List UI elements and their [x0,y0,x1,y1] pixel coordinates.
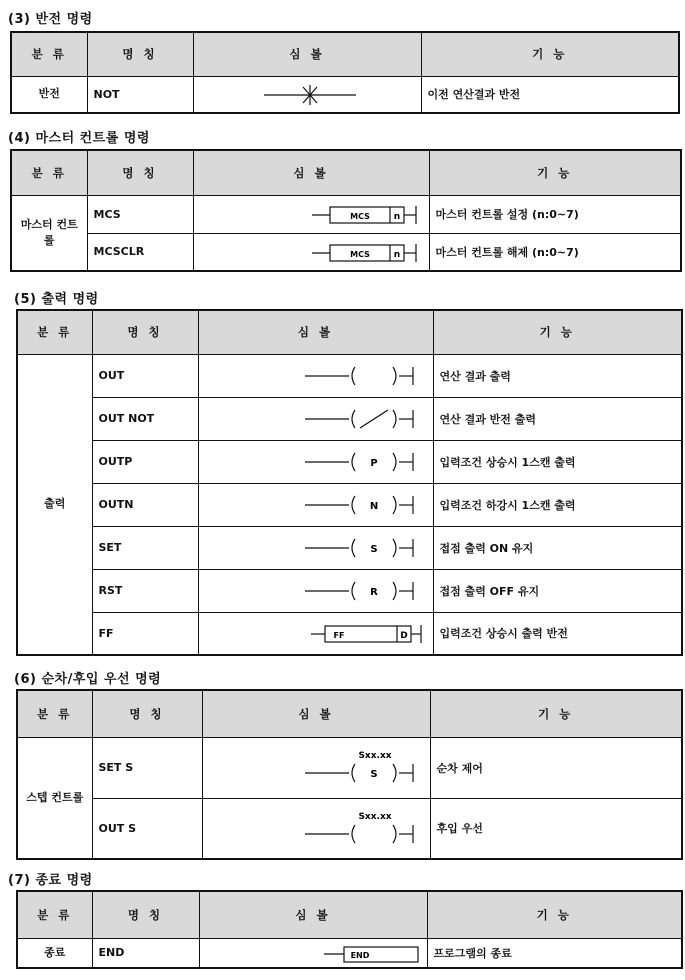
category-cell: 출력 [17,354,92,655]
box-text: MCS [349,249,370,259]
symbol-cell [193,76,421,113]
instruction-name: OUTP [92,440,198,483]
symbol-cell [198,612,433,655]
header-function: 기 능 [429,150,681,195]
header-name: 명 칭 [92,310,198,354]
flip-flop-box-symbol-icon [199,613,434,656]
header-category: 분 류 [11,150,87,195]
section-3-table [10,31,680,114]
section-4-title: (4) 마스터 컨트롤 명령 [8,131,150,146]
symbol-cell [198,354,433,397]
function-cell: 프로그램의 종료 [427,938,682,968]
header-symbol: 심 볼 [199,891,427,938]
header-name: 명 칭 [92,690,202,737]
not-symbol-icon [194,77,422,114]
coil-symbol-icon [199,355,434,398]
negated-coil-symbol-icon [199,398,434,441]
instruction-name: FF [92,612,198,655]
box-text: FF [333,630,344,640]
instruction-name: OUT S [92,798,202,859]
coil-letter: P [369,457,378,469]
instruction-name: SET S [92,737,202,798]
section-3-title: (3) 반전 명령 [8,12,93,27]
instruction-name: MCS [87,195,193,233]
coil-letter: N [369,500,378,512]
instruction-name: RST [92,569,198,612]
step-out-coil-symbol-icon [203,799,431,860]
coil-letter: S [369,543,378,555]
header-symbol: 심 볼 [193,150,429,195]
header-function: 기 능 [421,32,679,76]
end-box-symbol-icon [200,939,428,969]
symbol-cell [199,938,427,968]
instruction-name: OUT [92,354,198,397]
instruction-name: MCSCLR [87,233,193,271]
header-function: 기 능 [433,310,682,354]
symbol-cell [202,737,430,798]
step-set-coil-symbol-icon [203,738,431,799]
function-cell: 마스터 컨트롤 설정 (n:0~7) [429,195,681,233]
instruction-name: OUT NOT [92,397,198,440]
function-cell: 연산 결과 출력 [433,354,682,397]
instruction-name: END [92,938,199,968]
header-symbol: 심 볼 [193,32,421,76]
function-cell: 마스터 컨트롤 해제 (n:0~7) [429,233,681,271]
header-category: 분 류 [17,690,92,737]
symbol-cell [193,233,429,271]
symbol-cell [198,440,433,483]
instruction-name: SET [92,526,198,569]
box-param: n [393,249,400,260]
box-text: END [350,950,369,960]
box-param: D [399,630,408,641]
function-cell: 접점 출력 ON 유지 [433,526,682,569]
category-cell: 스텝 컨트롤 [17,737,92,859]
symbol-cell [202,798,430,859]
header-function: 기 능 [430,690,682,737]
header-category: 분 류 [11,32,87,76]
section-7-title: (7) 종료 명령 [8,873,93,888]
category-cell: 마스터 컨트롤 [11,195,87,271]
header-name: 명 칭 [92,891,199,938]
section-4-table [10,149,682,272]
symbol-cell [193,195,429,233]
function-cell: 접점 출력 OFF 유지 [433,569,682,612]
instruction-name: OUTN [92,483,198,526]
header-symbol: 심 볼 [198,310,433,354]
coil-letter: R [369,586,378,598]
negative-edge-coil-symbol-icon [199,484,434,527]
function-cell: 입력조건 상승시 1스캔 출력 [433,440,682,483]
section-6-title: (6) 순차/후입 우선 명령 [14,672,162,687]
mcs-box-symbol-icon [194,196,430,234]
header-name: 명 칭 [87,150,193,195]
header-category: 분 류 [17,310,92,354]
reset-coil-symbol-icon [199,570,434,613]
section-5-table [16,309,683,656]
section-5-title: (5) 출력 명령 [14,292,99,307]
header-function: 기 능 [427,891,682,938]
box-param: n [393,211,400,222]
header-name: 명 칭 [87,32,193,76]
positive-edge-coil-symbol-icon [199,441,434,484]
category-cell: 반전 [11,76,87,113]
function-cell: 이전 연산결과 반전 [421,76,679,113]
box-text: MCS [349,211,370,221]
mcsclr-box-symbol-icon [194,234,430,272]
symbol-cell [198,397,433,440]
symbol-cell [198,483,433,526]
function-cell: 순차 제어 [430,737,682,798]
function-cell: 입력조건 하강시 1스캔 출력 [433,483,682,526]
set-coil-symbol-icon [199,527,434,570]
function-cell: 입력조건 상승시 출력 반전 [433,612,682,655]
section-6-table [16,689,683,860]
coil-letter: S [369,768,378,780]
section-7-table [16,890,683,969]
coil-label: Sxx.xx [357,750,392,761]
function-cell: 연산 결과 반전 출력 [433,397,682,440]
category-cell: 종료 [17,938,92,968]
symbol-cell [198,526,433,569]
function-cell: 후입 우선 [430,798,682,859]
header-category: 분 류 [17,891,92,938]
symbol-cell [198,569,433,612]
coil-label: Sxx.xx [357,811,392,822]
instruction-name: NOT [87,76,193,113]
header-symbol: 심 볼 [202,690,430,737]
